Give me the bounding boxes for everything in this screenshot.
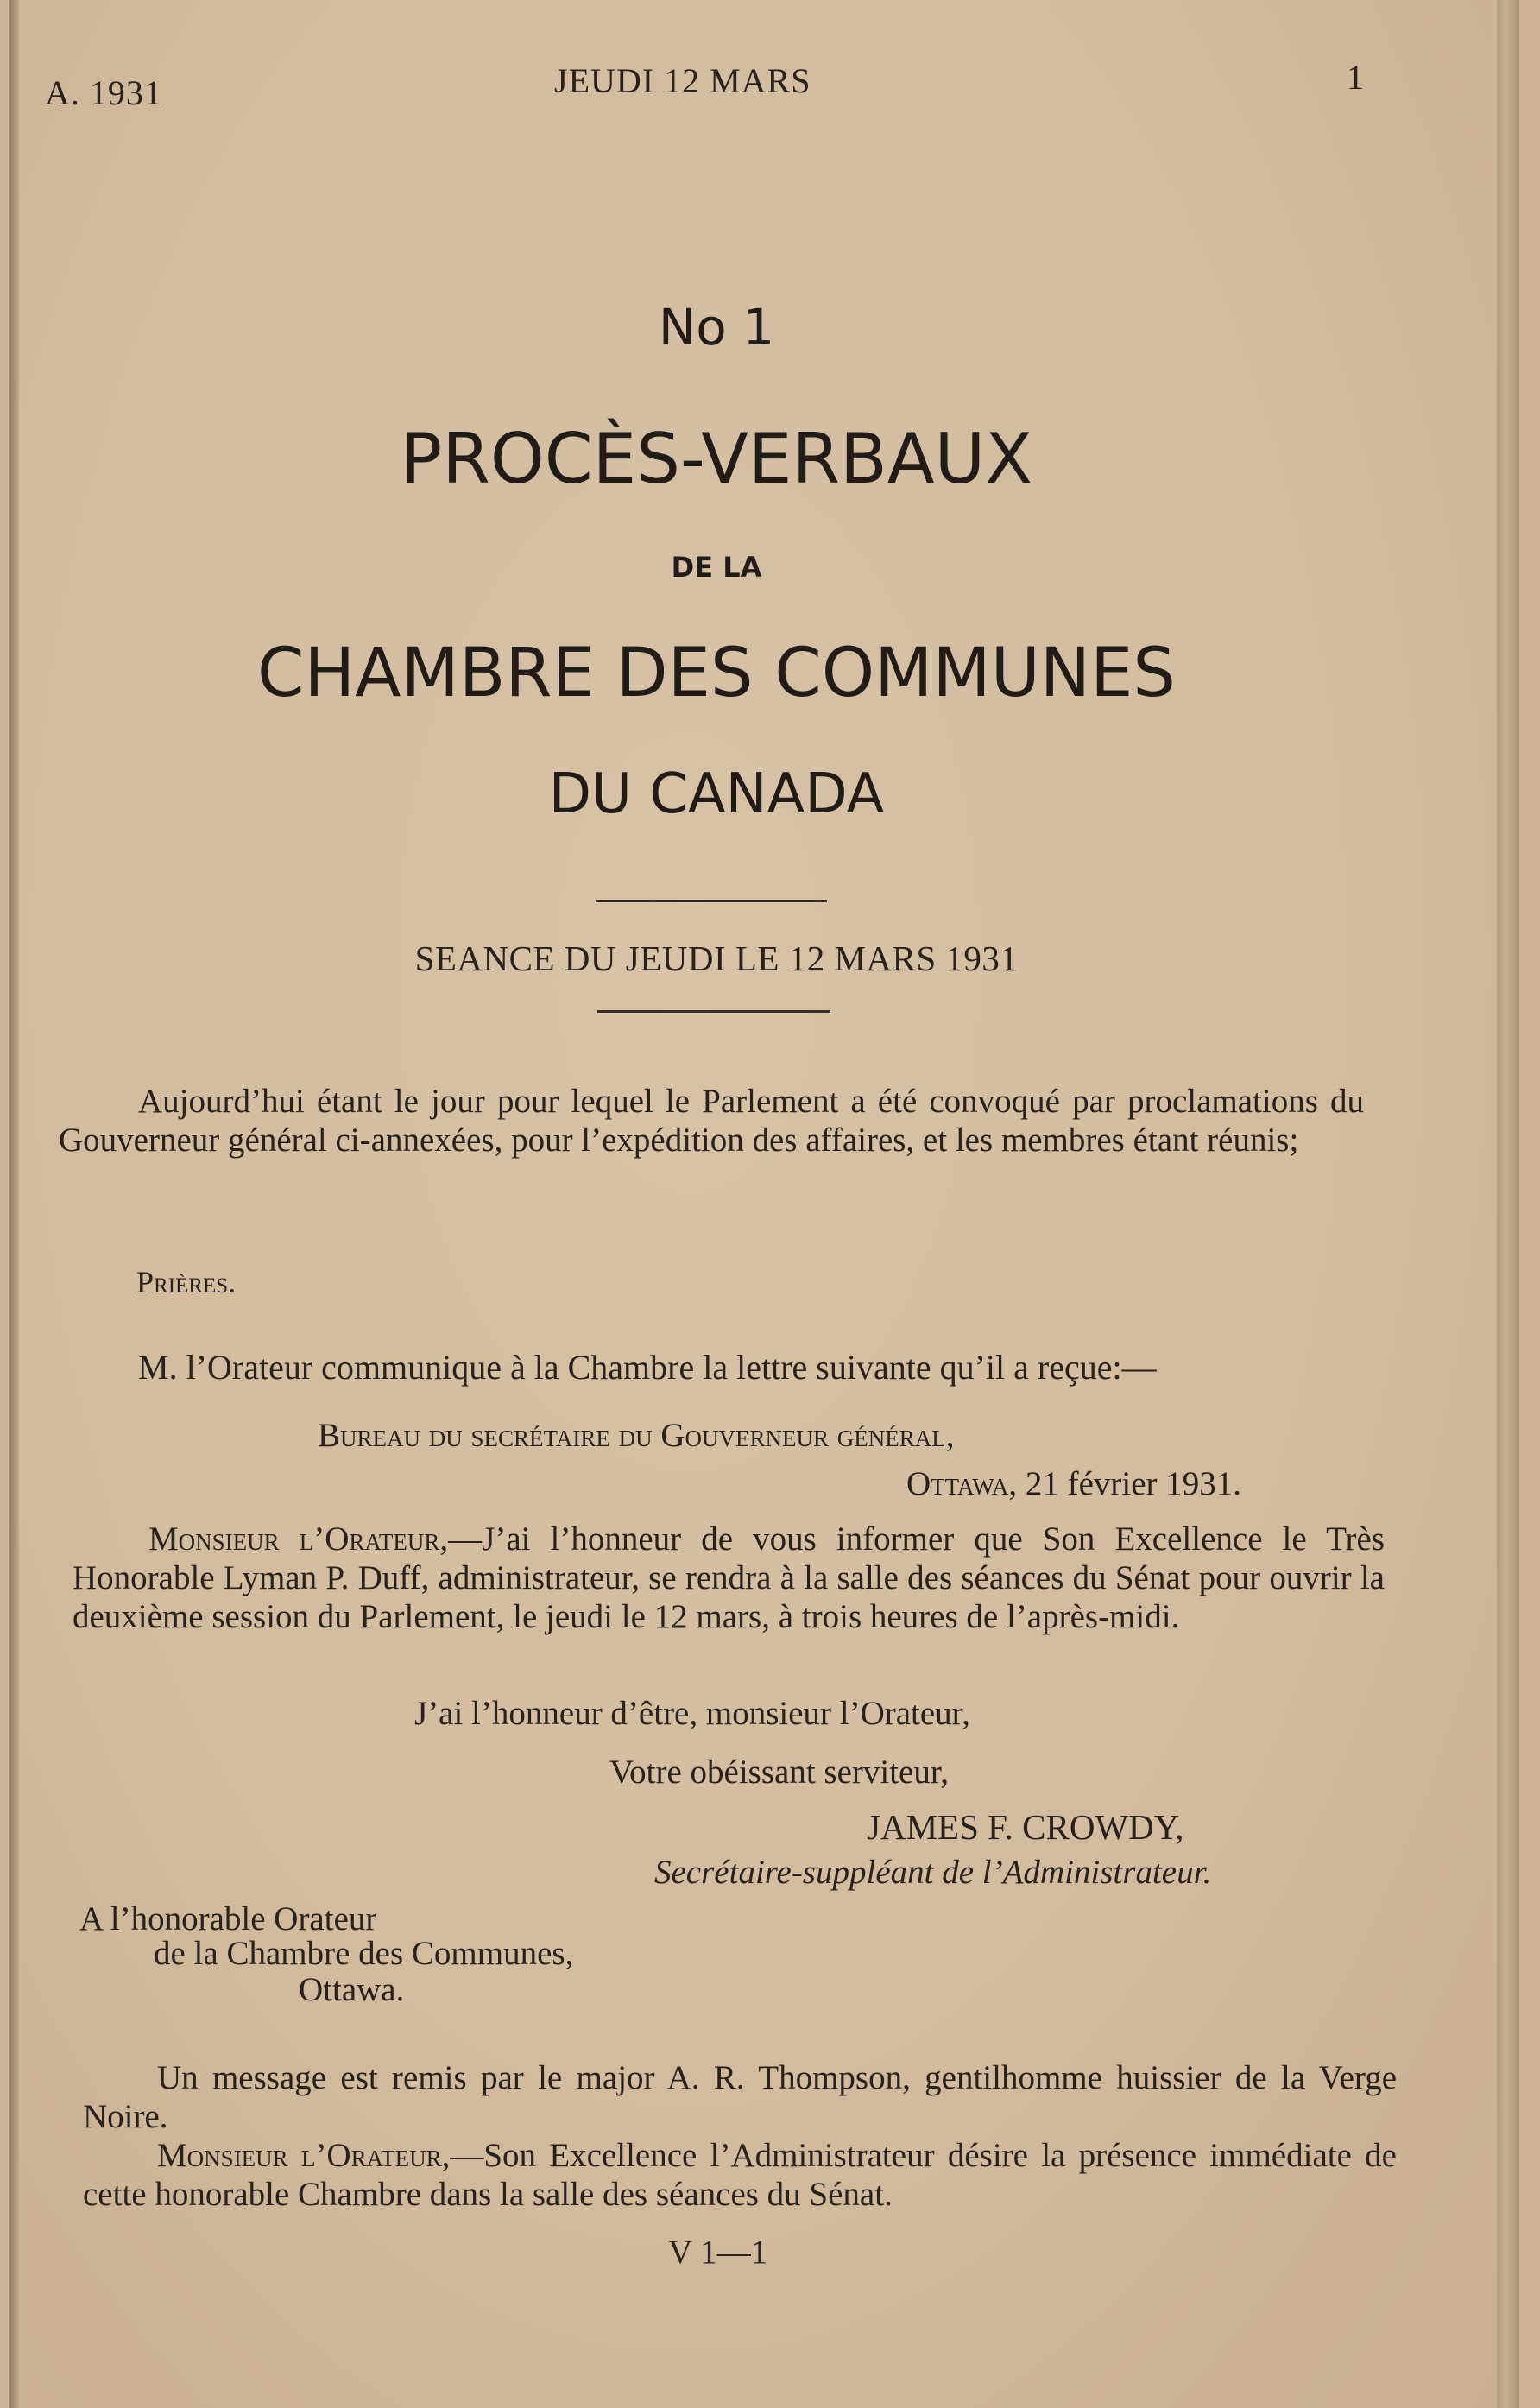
page-right-edge bbox=[1497, 0, 1519, 2408]
header-date: JEUDI 12 MARS bbox=[554, 61, 811, 100]
page-title: PROCÈS-VERBAUX bbox=[401, 419, 1032, 499]
document-page bbox=[9, 0, 1519, 2408]
title-connector: DE LA bbox=[671, 551, 762, 584]
letter-place-date bbox=[906, 1464, 1241, 1503]
letter-office: Bureau du secrétaire du Gouverneur général, bbox=[318, 1417, 955, 1454]
letter-signatory: JAMES F. CROWDY, bbox=[867, 1807, 1184, 1847]
sitting-heading: SEANCE DU JEUDI LE 12 MARS 1931 bbox=[414, 939, 1019, 978]
letter-address-3: Ottawa. bbox=[299, 1971, 405, 2008]
letter-address-2: de la Chambre des Communes, bbox=[154, 1935, 574, 1972]
message-body-text: —Son Excellence l’Administrateur désire la présence immédiate de cette honorable Chambre dans la salle des séances du Sénat. bbox=[83, 2137, 1397, 2213]
message-salutation: Monsieur l’Orateur, bbox=[157, 2137, 451, 2174]
letter-body bbox=[73, 1520, 1385, 1636]
header-year: A. 1931 bbox=[45, 73, 162, 112]
message-paragraph: Un message est remis par le major A. R. Thompson, gentilhomme huissier de la Verge Noire. bbox=[83, 2059, 1397, 2135]
prayers-heading: Prières. bbox=[136, 1265, 237, 1299]
letter-intro: M. l’Orateur communique à la Chambre la lettre suivante qu’il a reçue:— bbox=[138, 1348, 1157, 1387]
letter-address-1: A l’honorable Orateur bbox=[79, 1900, 377, 1937]
title-rule-bottom bbox=[597, 1010, 830, 1013]
opening-paragraph: Aujourd’hui étant le jour pour lequel le Parlement a été convoqué par proclamations du Gouverneur général ci-annexées, pour l’expédition des affaires, et les membres étant réunis; bbox=[59, 1083, 1364, 1159]
letter-closing-2: Votre obéissant serviteur, bbox=[609, 1754, 950, 1791]
country-title: DU CANADA bbox=[548, 762, 885, 826]
signature-mark: V 1—1 bbox=[668, 2234, 768, 2271]
letter-salutation: Monsieur l’Orateur, bbox=[148, 1520, 449, 1558]
chamber-title: CHAMBRE DES COMMUNES bbox=[257, 635, 1176, 712]
header-page-number: 1 bbox=[1347, 58, 1365, 97]
title-rule-top bbox=[596, 900, 827, 902]
journal-number: No 1 bbox=[658, 298, 775, 357]
letter-date: 21 février 1931. bbox=[1025, 1465, 1241, 1502]
page-left-edge bbox=[9, 0, 19, 2408]
letter-body-text: —J’ai l’honneur de vous informer que Son Excellence le Très Honorable Lyman P. Duff, administrateur, se rendra à la salle des séances du Sénat pour ouvrir la deuxième session du Parlement, le jeudi le 12 mars, à trois heures de l’après-midi. bbox=[73, 1520, 1385, 1635]
letter-closing-1: J’ai l’honneur d’être, monsieur l’Orateur, bbox=[414, 1695, 970, 1732]
message-body bbox=[83, 2136, 1397, 2214]
letter-place: Ottawa, bbox=[906, 1465, 1018, 1502]
letter-signatory-title: Secrétaire-suppléant de l’Administrateur. bbox=[654, 1854, 1212, 1891]
